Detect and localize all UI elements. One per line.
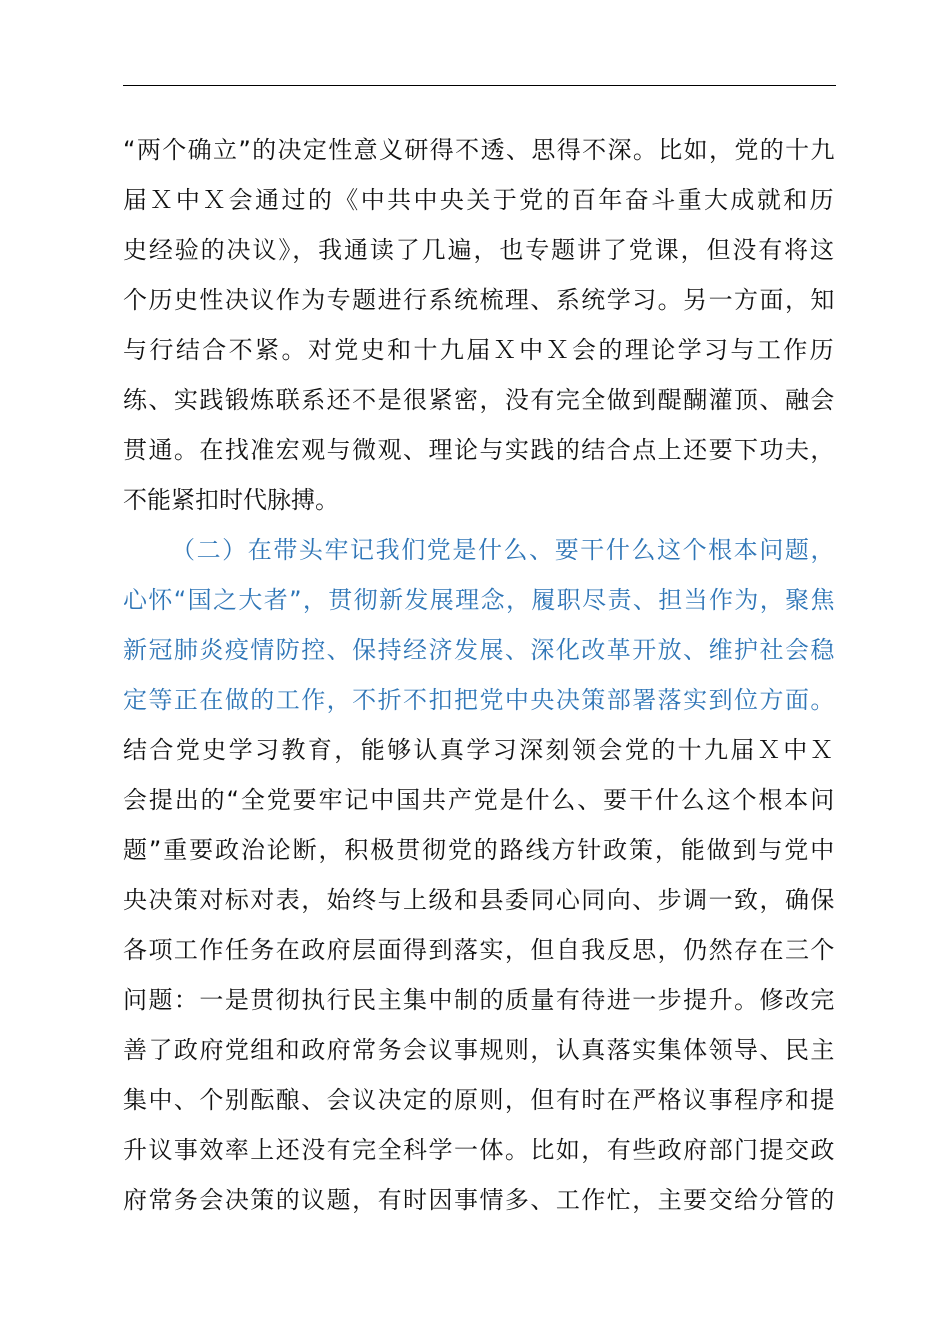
text-line: 个历史性决议作为专题进行系统梳理、系统学习。另一方面，知 — [123, 286, 836, 314]
section-heading-line: 定等正在做的工作，不折不扣把党中央决策部署落实到位方面。 — [123, 686, 836, 714]
text-line: 结合党史学习教育，能够认真学习深刻领会党的十九届Ｘ中Ｘ — [123, 736, 837, 764]
section-heading-line: 心怀“国之大者”，贯彻新发展理念，履职尽责、担当作为，聚焦 — [123, 586, 836, 614]
section-heading-line: 新冠肺炎疫情防控、保持经济发展、深化改革开放、维护社会稳 — [123, 636, 836, 664]
header-rule — [123, 85, 836, 86]
text-line: 各项工作任务在政府层面得到落实，但自我反思，仍然存在三个 — [123, 936, 836, 964]
text-line: “两个确立”的决定性意义研得不透、思得不深。比如，党的十九 — [123, 136, 836, 164]
text-line: 问题：一是贯彻执行民主集中制的质量有待进一步提升。修改完 — [123, 986, 836, 1014]
text-line: 与行结合不紧。对党史和十九届Ｘ中Ｘ会的理论学习与工作历 — [123, 336, 837, 364]
text-line: 集中、个别酝酿、会议决定的原则，但有时在严格议事程序和提 — [123, 1086, 836, 1114]
section-heading-line: （二）在带头牢记我们党是什么、要干什么这个根本问题， — [171, 536, 837, 564]
text-line: 会提出的“全党要牢记中国共产党是什么、要干什么这个根本问 — [123, 786, 837, 814]
text-line: 史经验的决议》，我通读了几遍，也专题讲了党课，但没有将这 — [123, 236, 836, 264]
text-line: 不能紧扣时代脉搏。 — [123, 486, 339, 514]
text-line: 央决策对标对表，始终与上级和县委同心同向、步调一致，确保 — [123, 886, 836, 914]
text-line: 贯通。在找准宏观与微观、理论与实践的结合点上还要下功夫， — [123, 436, 836, 464]
text-line: 善了政府党组和政府常务会议事规则，认真落实集体领导、民主 — [123, 1036, 836, 1064]
text-line: 升议事效率上还没有完全科学一体。比如，有些政府部门提交政 — [123, 1136, 836, 1164]
text-line: 题”重要政治论断，积极贯彻党的路线方针政策，能做到与党中 — [123, 836, 837, 864]
text-line: 府常务会决策的议题，有时因事情多、工作忙，主要交给分管的 — [123, 1186, 836, 1214]
text-line: 练、实践锻炼联系还不是很紧密，没有完全做到醍醐灌顶、融会 — [123, 386, 836, 414]
text-line: 届Ｘ中Ｘ会通过的《中共中央关于党的百年奋斗重大成就和历 — [123, 186, 837, 214]
body-text — [123, 125, 836, 1225]
